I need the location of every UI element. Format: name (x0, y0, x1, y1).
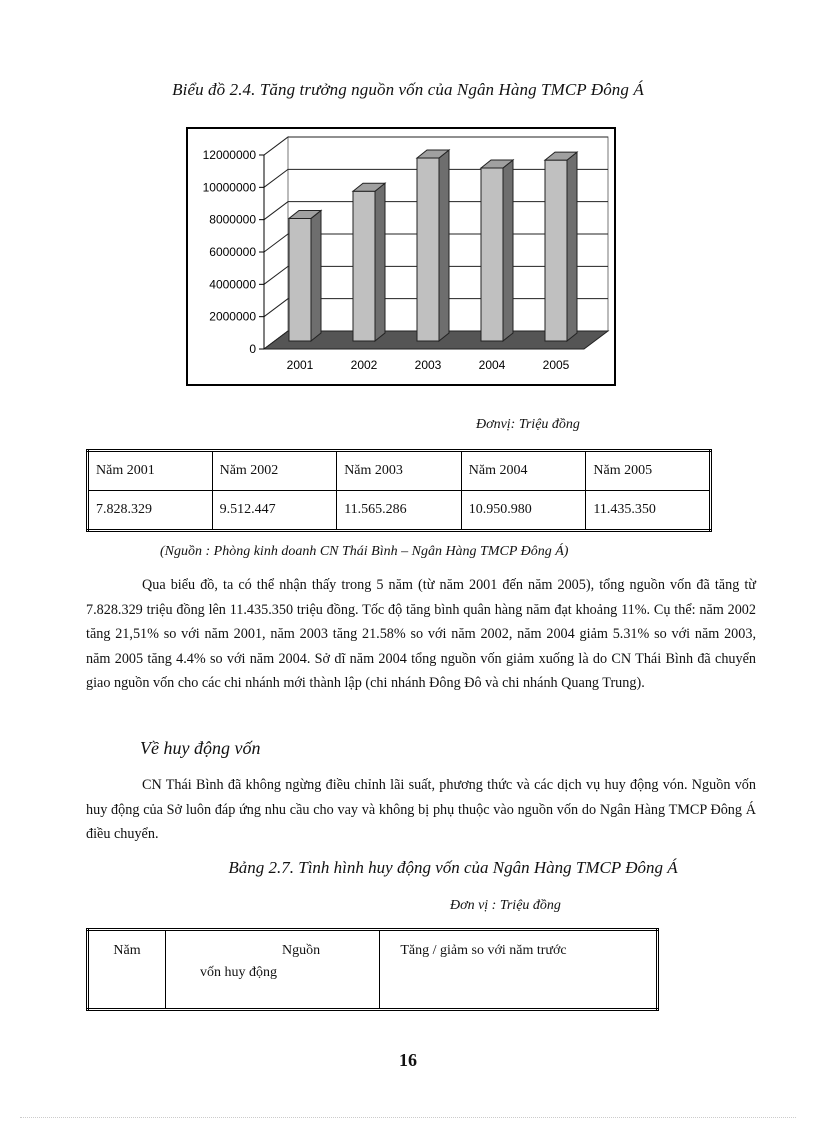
y-tick-label: 2000000 (209, 309, 256, 324)
bar (481, 168, 503, 341)
table-header-cell: Năm 2001 (88, 451, 213, 491)
chart-title: Biểu đồ 2.4. Tăng trưởng nguồn vốn của Ngân Hàng TMCP Đông Á (172, 80, 644, 99)
paragraph-mobilization: CN Thái Bình đã không ngừng điều chỉnh lãi suất, phương thức và các dịch vụ huy động vón. Nguồn vốn huy động của Sở luôn đáp ứng nhu cầu cho vay và không bị phụ thuộc vào nguồn vốn do Ngân Hàng TMCP Đông Á điều chuyển. (86, 777, 756, 842)
x-tick-label: 2002 (350, 358, 378, 372)
chart-frame (186, 127, 616, 386)
year-data-table (86, 449, 712, 532)
section-heading: Về huy động vốn (140, 738, 261, 758)
bar-side (503, 160, 513, 341)
page-number: 16 (399, 1050, 417, 1070)
table-header-cell: Năm 2005 (586, 451, 711, 491)
bar-side (439, 150, 449, 341)
bar-side (375, 183, 385, 341)
y-tick-label: 0 (249, 342, 256, 356)
x-tick-label: 2004 (478, 358, 506, 372)
table-header-cell: Năm 2004 (461, 451, 586, 491)
y-tick-label: 10000000 (202, 180, 256, 195)
y-tick-label: 12000000 (202, 148, 256, 162)
y-tick-label: 6000000 (209, 245, 256, 259)
source-note: (Nguồn : Phòng kinh doanh CN Thái Bình – Ngân Hàng TMCP Đông Á) (160, 544, 569, 559)
bar-side (567, 152, 577, 341)
table-cell: 11.435.350 (586, 491, 711, 531)
x-tick-label: 2001 (286, 358, 314, 372)
table-row (88, 930, 658, 1010)
paragraph-analysis: Qua biểu đồ, ta có thể nhận thấy trong 5 năm (từ năm 2001 đến năm 2005), tổng nguồn vốn đã tăng từ 7.828.329 triệu đồng lên 11.435.350 triệu đồng. Tốc độ tăng bình quân hàng năm đạt khoảng 11%. Cụ thể: năm 2002 tăng 21,51% so với năm 2001, năm 2003 tăng 21.58% so với năm 2002, năm 2004 giảm 5.31% so với năm 2003, năm 2005 tăng 4.4% so với năm 2004. Sở dĩ năm 2004 tổng nguồn vốn giảm xuống là do CN Thái Bình đã chuyển giao nguồn vốn cho các chi nhánh mới thành lập (chi nhánh Đông Đô và chi nhánh Quang Trung). (86, 577, 756, 691)
x-tick-label: 2005 (542, 358, 570, 372)
y-tick-label: 4000000 (209, 277, 256, 292)
table-cell: 7.828.329 (88, 491, 213, 531)
bar-chart (188, 129, 614, 384)
unit-label: Đơnvị: Triệu đồng (476, 417, 580, 432)
bar (417, 158, 439, 341)
table-cell: 10.950.980 (461, 491, 586, 531)
table-header-cell: Năm 2002 (212, 451, 337, 491)
bar (545, 160, 567, 341)
bar-side (311, 210, 321, 341)
table-row (88, 491, 711, 531)
bar (353, 191, 375, 341)
page-bottom-rule (20, 1117, 796, 1118)
table-title: Bảng 2.7. Tình hình huy động vốn của Ngân Hàng TMCP Đông Á (228, 858, 678, 877)
table-header-change: Tăng / giảm so với năm trước (380, 930, 658, 1010)
mobilization-table (86, 928, 659, 1011)
table-header-year: Năm (88, 930, 166, 1010)
table-header-source-line1: Nguồn (282, 943, 321, 958)
table-cell: 9.512.447 (212, 491, 337, 531)
x-tick-label: 2003 (414, 358, 442, 372)
y-tick-label: 8000000 (209, 212, 256, 227)
table-row (88, 451, 711, 491)
table-header-source-line2: vốn huy động (200, 965, 277, 980)
bar (289, 218, 311, 341)
unit-label-2: Đơn vị : Triệu đồng (450, 898, 561, 913)
table-cell: 11.565.286 (337, 491, 462, 531)
table-header-cell: Năm 2003 (337, 451, 462, 491)
table-header-source (166, 930, 380, 1010)
